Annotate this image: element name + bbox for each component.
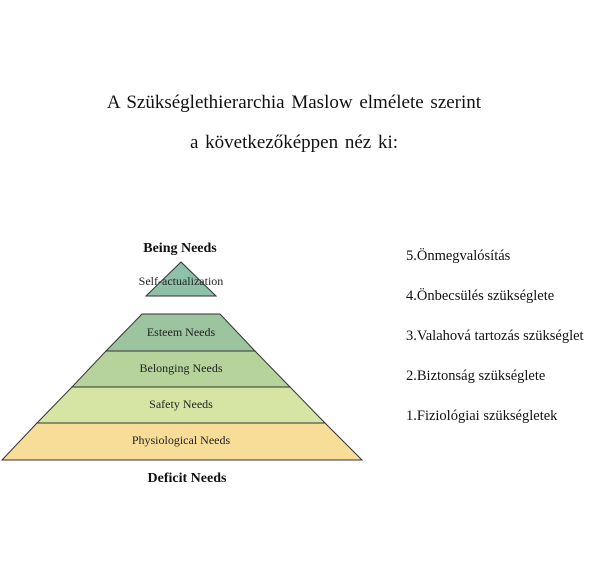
list-item: 4.Önbecsülés szükséglete [406,288,555,304]
needs-list [406,246,584,446]
level-label-physiological: Physiological Needs [131,433,231,447]
level-label-self-actualization: Self-actualization [138,274,224,288]
list-item: 1.Fiziológiai szükségletek [406,408,558,424]
title-line-1: A Szükséglethierarchia Maslow elmélete szerint [106,92,482,113]
list-item: 5.Önmegvalósítás [406,248,511,264]
title-line-2: a következőképpen néz ki: [189,132,399,153]
list-item: 2.Biztonság szükséglete [406,368,546,384]
level-label-safety: Safety Needs [149,397,213,411]
being-needs-heading: Being Needs [143,241,217,256]
level-label-esteem: Esteem Needs [146,325,216,339]
deficit-needs-heading: Deficit Needs [147,471,227,486]
level-label-belonging: Belonging Needs [139,361,223,375]
list-item: 3.Valahová tartozás szükséglet [406,328,584,344]
